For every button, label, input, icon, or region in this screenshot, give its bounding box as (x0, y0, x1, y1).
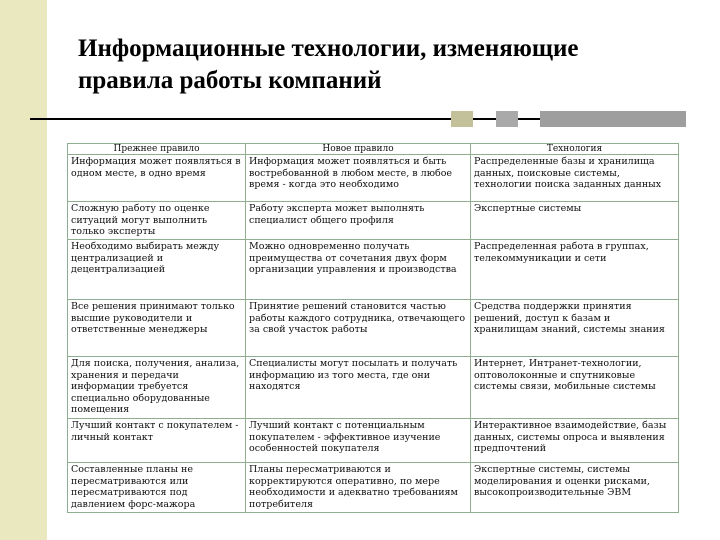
table-row (68, 202, 679, 240)
cell-new-rule: Информация может появляться и быть востребованной в любом месте, в любое время - когда это необходимо (246, 155, 471, 202)
slide-title (78, 33, 698, 97)
cell-technology: Интернет, Интранет-технологии, оптоволоконные и спутниковые системы связи, мобильные системы (471, 357, 679, 419)
left-accent-bar-lower (0, 382, 47, 540)
cell-old-rule: Все решения принимают только высшие руководители и ответственные менеджеры (68, 300, 246, 357)
decor-square-2 (496, 111, 518, 127)
cell-old-rule: Сложную работу по оценке ситуаций могут выполнить только эксперты (68, 202, 246, 240)
rules-table (67, 143, 679, 513)
slide-title-line-2: правила работы компаний (78, 67, 382, 94)
cell-new-rule: Принятие решений становится частью работы каждого сотрудника, отвечающего за свой участок работы (246, 300, 471, 357)
table-row (68, 300, 679, 357)
cell-new-rule: Планы пересматриваются и корректируются оперативно, по мере необходимости и адекватно требованиям потребителя (246, 463, 471, 513)
cell-technology: Экспертные системы (471, 202, 679, 240)
cell-technology: Распределенные базы и хранилища данных, поисковые системы, технологии поиска заданных данных (471, 155, 679, 202)
decor-square-1 (451, 111, 473, 127)
header-new-rule: Новое правило (246, 144, 471, 155)
cell-technology: Распределенная работа в группах, телекоммуникации и сети (471, 240, 679, 300)
cell-new-rule: Специалисты могут посылать и получать информацию из того места, где они находятся (246, 357, 471, 419)
cell-new-rule: Работу эксперта может выполнять специалист общего профиля (246, 202, 471, 240)
decor-bar (540, 111, 686, 127)
table-row (68, 463, 679, 513)
cell-old-rule: Информация может появляться в одном месте, в одно время (68, 155, 246, 202)
cell-technology: Средства поддержки принятия решений, доступ к базам и хранилищам знаний, системы знания (471, 300, 679, 357)
cell-old-rule: Для поиска, получения, анализа, хранения и передачи информации требуется специально оборудованные помещения (68, 357, 246, 419)
table-row (68, 357, 679, 419)
table-row (68, 419, 679, 463)
cell-old-rule: Лучший контакт с покупателем - личный контакт (68, 419, 246, 463)
table-header-row (68, 144, 679, 155)
cell-new-rule: Лучший контакт с потенциальным покупателем - эффективное изучение особенностей покупателя (246, 419, 471, 463)
table-row (68, 155, 679, 202)
cell-technology: Экспертные системы, системы моделирования и оценки рисками, высокопроизводительные ЭВМ (471, 463, 679, 513)
cell-technology: Интерактивное взаимодействие, базы данных, системы опроса и выявления предпочтений (471, 419, 679, 463)
slide-title-line-1: Информационные технологии, изменяющие (78, 35, 579, 62)
left-accent-bar (0, 0, 47, 382)
header-technology: Технология (471, 144, 679, 155)
cell-new-rule: Можно одновременно получать преимущества от сочетания двух форм организации управления и производства (246, 240, 471, 300)
cell-old-rule: Необходимо выбирать между централизацией и децентрализацией (68, 240, 246, 300)
header-old-rule: Прежнее правило (68, 144, 246, 155)
table-row (68, 240, 679, 300)
cell-old-rule: Составленные планы не пересматриваются или пересматриваются под давлением форс-мажора (68, 463, 246, 513)
